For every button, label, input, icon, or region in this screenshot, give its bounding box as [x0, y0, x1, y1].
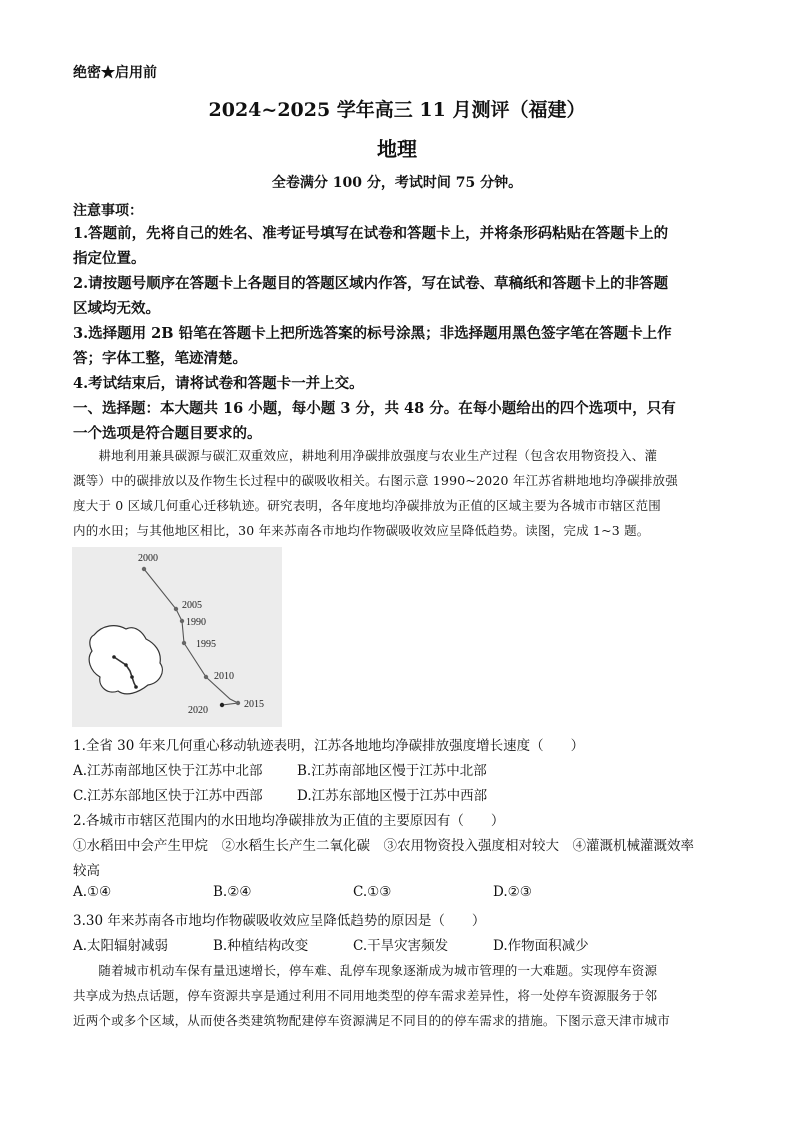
passage-line: 随着城市机动车保有量迅速增长，停车难、乱停车现象逐渐成为城市管理的一大难题。实现停车资源	[73, 963, 658, 978]
point-1990	[180, 619, 184, 623]
option-d[interactable]: D.作物面积减少	[493, 938, 589, 954]
question-stem: 3.30 年来苏南各市地均作物碳吸收效应呈降低趋势的原因是（ ）	[73, 913, 486, 929]
option-a[interactable]: A.①④	[73, 884, 112, 900]
point-2000	[142, 567, 146, 571]
secret-mark: 绝密★启用前	[73, 65, 157, 81]
passage-line: 溉等）中的碳排放以及作物生长过程中的碳吸收相关。右图示意 1990~2020 年江苏省耕地地均净碳排放强	[73, 473, 678, 488]
question-stem: 1.全省 30 年来几何重心移动轨迹表明，江苏各地地均净碳排放强度增长速度（ ）	[73, 738, 585, 754]
note-line: 4.考试结束后，请将试卷和答题卡一并上交。	[73, 375, 364, 392]
question-stem: 2.各城市市辖区范围内的水田地均净碳排放为正值的主要原因有（ ）	[73, 813, 505, 829]
point-2015	[236, 701, 240, 705]
option-a[interactable]: A.太阳辐射减弱	[73, 938, 169, 954]
note-line: 区域均无效。	[73, 300, 160, 317]
note-line: 答；字体工整，笔迹清楚。	[73, 350, 247, 367]
section-heading: 一个选项是符合题目要求的。	[73, 425, 262, 442]
note-line: 指定位置。	[73, 250, 146, 267]
point-2010	[204, 675, 208, 679]
year-label: 1990	[186, 617, 206, 628]
year-label: 2010	[214, 671, 234, 682]
question-statements: ①水稻田中会产生甲烷 ②水稻生长产生二氧化碳 ③农用物资投入强度相对较大 ④灌溉机械灌溉效率	[73, 838, 694, 854]
exam-info: 全卷满分 100 分，考试时间 75 分钟。	[271, 175, 523, 191]
option-c[interactable]: C.江苏东部地区快于江苏中西部	[73, 788, 263, 804]
note-line: 2.请按题号顺序在答题卡上各题目的答题区域内作答，写在试卷、草稿纸和答题卡上的非答题	[73, 275, 669, 292]
centroid-migration-map	[72, 547, 282, 727]
option-b[interactable]: B.②④	[213, 884, 252, 900]
exam-title: 2024~2025 学年高三 11 月测评（福建）	[208, 99, 586, 121]
note-line: 3.选择题用 2B 铅笔在答题卡上把所选答案的标号涂黑；非选择题用黑色签字笔在答题卡上作	[73, 325, 672, 342]
option-c[interactable]: C.①③	[353, 884, 392, 900]
subject-title: 地理	[377, 137, 417, 161]
question-statements-cont: 较高	[73, 863, 100, 879]
point-2005	[174, 607, 178, 611]
year-label: 2015	[244, 699, 264, 710]
year-label: 2000	[138, 553, 158, 564]
option-b[interactable]: B.种植结构改变	[213, 938, 309, 954]
passage-line: 内的水田；与其他地区相比，30 年来苏南各市地均作物碳吸收效应呈降低趋势。读图，完成 1~3 题。	[73, 523, 650, 538]
year-label: 2020	[188, 705, 208, 716]
section-heading: 一、选择题：本大题共 16 小题，每小题 3 分，共 48 分。在每小题给出的四个选项中，只有	[73, 400, 676, 417]
point-1995	[182, 641, 186, 645]
option-d[interactable]: D.江苏东部地区慢于江苏中西部	[297, 788, 488, 804]
option-b[interactable]: B.江苏南部地区慢于江苏中北部	[297, 763, 487, 779]
point-2020	[220, 703, 224, 707]
option-c[interactable]: C.干旱灾害频发	[353, 938, 449, 954]
notes-title: 注意事项：	[73, 203, 143, 219]
passage-line: 耕地利用兼具碳源与碳汇双重效应，耕地利用净碳排放强度与农业生产过程（包含农用物资投入、灌	[73, 448, 658, 463]
passage-line: 近两个或多个区域，从而使各类建筑物配建停车资源满足不同目的的停车需求的措施。下图示意天津市城市	[73, 1013, 670, 1028]
year-label: 2005	[182, 600, 202, 611]
option-d[interactable]: D.②③	[493, 884, 532, 900]
year-label: 1995	[196, 639, 216, 650]
note-line: 1.答题前，先将自己的姓名、准考证号填写在试卷和答题卡上，并将条形码粘贴在答题卡上的	[73, 225, 669, 242]
passage-line: 共享成为热点话题，停车资源共享是通过利用不同用地类型的停车需求差异性，将一处停车资源服务于邻	[73, 988, 658, 1003]
option-a[interactable]: A.江苏南部地区快于江苏中北部	[73, 763, 263, 779]
passage-line: 度大于 0 区域几何重心迁移轨迹。研究表明，各年度地均净碳排放为正值的区域主要为各城市市辖区范围	[73, 498, 662, 513]
